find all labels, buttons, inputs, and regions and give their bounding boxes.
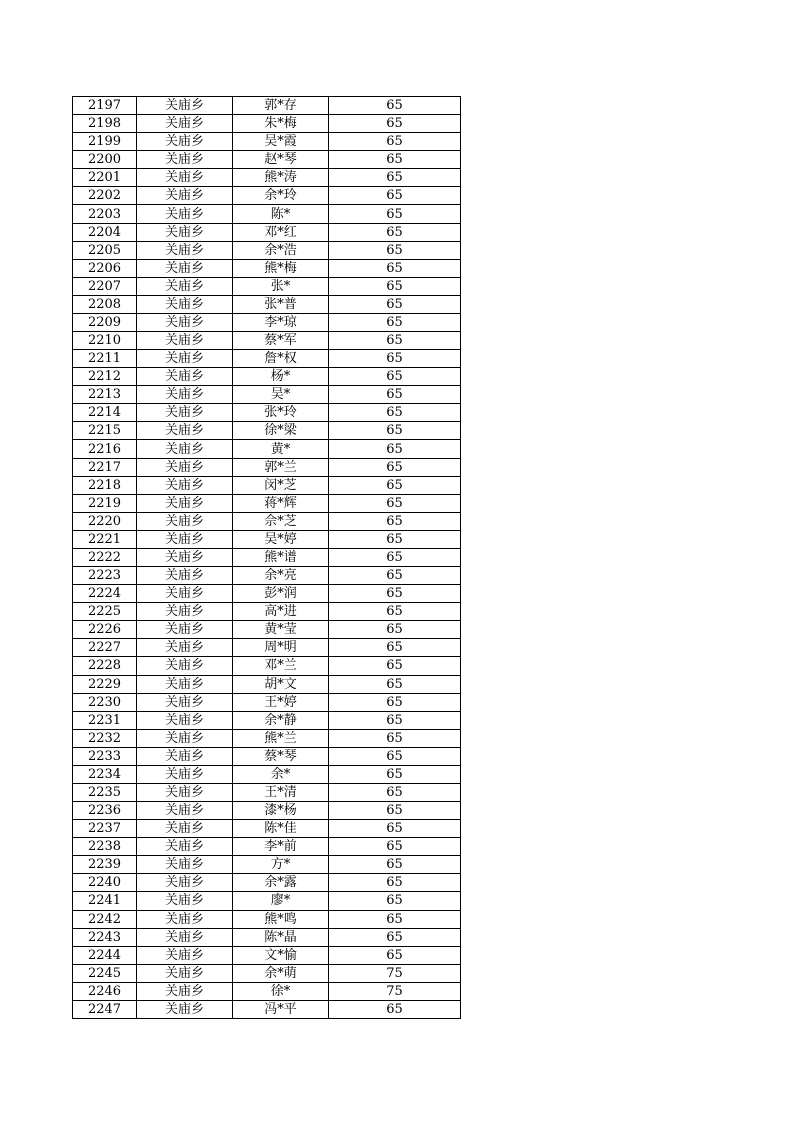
row-number-cell: 2216	[73, 440, 137, 458]
township-cell: 关庙乡	[137, 169, 233, 187]
township-cell: 关庙乡	[137, 1000, 233, 1018]
amount-cell: 65	[329, 711, 461, 729]
row-number-cell: 2211	[73, 350, 137, 368]
name-cell: 熊*谱	[233, 548, 329, 566]
name-cell: 郭*存	[233, 97, 329, 115]
name-cell: 彭*润	[233, 585, 329, 603]
table-row	[73, 585, 461, 603]
table-row	[73, 747, 461, 765]
amount-cell: 65	[329, 133, 461, 151]
row-number-cell: 2213	[73, 386, 137, 404]
row-number-cell: 2226	[73, 621, 137, 639]
township-cell: 关庙乡	[137, 892, 233, 910]
row-number-cell: 2242	[73, 910, 137, 928]
row-number-cell: 2246	[73, 982, 137, 1000]
amount-cell: 65	[329, 820, 461, 838]
township-cell: 关庙乡	[137, 223, 233, 241]
row-number-cell: 2212	[73, 368, 137, 386]
row-number-cell: 2219	[73, 494, 137, 512]
township-cell: 关庙乡	[137, 982, 233, 1000]
amount-cell: 65	[329, 1000, 461, 1018]
amount-cell: 65	[329, 404, 461, 422]
row-number-cell: 2197	[73, 97, 137, 115]
amount-cell: 65	[329, 295, 461, 313]
row-number-cell: 2222	[73, 548, 137, 566]
amount-cell: 65	[329, 512, 461, 530]
table-row	[73, 675, 461, 693]
row-number-cell: 2207	[73, 277, 137, 295]
amount-cell: 65	[329, 494, 461, 512]
name-cell: 廖*	[233, 892, 329, 910]
row-number-cell: 2241	[73, 892, 137, 910]
row-number-cell: 2204	[73, 223, 137, 241]
name-cell: 余*亮	[233, 567, 329, 585]
amount-cell: 65	[329, 259, 461, 277]
row-number-cell: 2203	[73, 205, 137, 223]
amount-cell: 65	[329, 368, 461, 386]
name-cell: 黄*莹	[233, 621, 329, 639]
name-cell: 郭*兰	[233, 458, 329, 476]
table-row	[73, 440, 461, 458]
amount-cell: 65	[329, 386, 461, 404]
row-number-cell: 2218	[73, 476, 137, 494]
amount-cell: 65	[329, 838, 461, 856]
amount-cell: 65	[329, 530, 461, 548]
name-cell: 吴*霞	[233, 133, 329, 151]
name-cell: 胡*文	[233, 675, 329, 693]
name-cell: 高*进	[233, 603, 329, 621]
row-number-cell: 2214	[73, 404, 137, 422]
table-row	[73, 404, 461, 422]
table-row	[73, 693, 461, 711]
name-cell: 熊*梅	[233, 259, 329, 277]
row-number-cell: 2234	[73, 765, 137, 783]
name-cell: 闵*芝	[233, 476, 329, 494]
amount-cell: 65	[329, 169, 461, 187]
row-number-cell: 2235	[73, 783, 137, 801]
table-row	[73, 603, 461, 621]
township-cell: 关庙乡	[137, 332, 233, 350]
row-number-cell: 2244	[73, 946, 137, 964]
amount-cell: 65	[329, 313, 461, 331]
amount-cell: 65	[329, 223, 461, 241]
township-cell: 关庙乡	[137, 422, 233, 440]
row-number-cell: 2229	[73, 675, 137, 693]
row-number-cell: 2206	[73, 259, 137, 277]
amount-cell: 65	[329, 567, 461, 585]
township-cell: 关庙乡	[137, 151, 233, 169]
table-row	[73, 368, 461, 386]
table-row	[73, 494, 461, 512]
name-cell: 蒋*辉	[233, 494, 329, 512]
table-row	[73, 910, 461, 928]
name-cell: 佘*芝	[233, 512, 329, 530]
row-number-cell: 2202	[73, 187, 137, 205]
row-number-cell: 2201	[73, 169, 137, 187]
name-cell: 杨*	[233, 368, 329, 386]
township-cell: 关庙乡	[137, 440, 233, 458]
table-row	[73, 115, 461, 133]
amount-cell: 65	[329, 675, 461, 693]
table-row	[73, 783, 461, 801]
name-cell: 赵*琴	[233, 151, 329, 169]
amount-cell: 65	[329, 205, 461, 223]
township-cell: 关庙乡	[137, 530, 233, 548]
name-cell: 陈*晶	[233, 928, 329, 946]
amount-cell: 65	[329, 693, 461, 711]
township-cell: 关庙乡	[137, 820, 233, 838]
table-row	[73, 802, 461, 820]
name-cell: 徐*梁	[233, 422, 329, 440]
name-cell: 吴*婷	[233, 530, 329, 548]
row-number-cell: 2232	[73, 729, 137, 747]
table-row	[73, 259, 461, 277]
table-row	[73, 476, 461, 494]
row-number-cell: 2210	[73, 332, 137, 350]
township-cell: 关庙乡	[137, 783, 233, 801]
name-cell: 李*前	[233, 838, 329, 856]
name-cell: 陈*佳	[233, 820, 329, 838]
township-cell: 关庙乡	[137, 838, 233, 856]
name-cell: 熊*兰	[233, 729, 329, 747]
table-row	[73, 295, 461, 313]
row-number-cell: 2208	[73, 295, 137, 313]
amount-cell: 65	[329, 874, 461, 892]
name-cell: 余*露	[233, 874, 329, 892]
amount-cell: 65	[329, 639, 461, 657]
table-row	[73, 313, 461, 331]
township-cell: 关庙乡	[137, 567, 233, 585]
township-cell: 关庙乡	[137, 747, 233, 765]
township-cell: 关庙乡	[137, 729, 233, 747]
row-number-cell: 2217	[73, 458, 137, 476]
name-cell: 文*愉	[233, 946, 329, 964]
township-cell: 关庙乡	[137, 910, 233, 928]
name-cell: 黄*	[233, 440, 329, 458]
table-row	[73, 982, 461, 1000]
row-number-cell: 2209	[73, 313, 137, 331]
row-number-cell: 2227	[73, 639, 137, 657]
amount-cell: 65	[329, 332, 461, 350]
name-cell: 徐*	[233, 982, 329, 1000]
amount-cell: 65	[329, 350, 461, 368]
name-cell: 冯*平	[233, 1000, 329, 1018]
table-row	[73, 187, 461, 205]
name-cell: 余*	[233, 765, 329, 783]
township-cell: 关庙乡	[137, 476, 233, 494]
table-row	[73, 386, 461, 404]
row-number-cell: 2245	[73, 964, 137, 982]
name-cell: 王*清	[233, 783, 329, 801]
row-number-cell: 2198	[73, 115, 137, 133]
table-row	[73, 332, 461, 350]
row-number-cell: 2231	[73, 711, 137, 729]
table-row	[73, 838, 461, 856]
name-cell: 余*静	[233, 711, 329, 729]
table-row	[73, 928, 461, 946]
township-cell: 关庙乡	[137, 368, 233, 386]
township-cell: 关庙乡	[137, 874, 233, 892]
township-cell: 关庙乡	[137, 404, 233, 422]
township-cell: 关庙乡	[137, 458, 233, 476]
amount-cell: 65	[329, 729, 461, 747]
amount-cell: 65	[329, 476, 461, 494]
township-cell: 关庙乡	[137, 494, 233, 512]
amount-cell: 65	[329, 603, 461, 621]
table-row	[73, 151, 461, 169]
table-body	[73, 97, 461, 1019]
amount-cell: 65	[329, 585, 461, 603]
name-cell: 周*明	[233, 639, 329, 657]
name-cell: 王*婷	[233, 693, 329, 711]
name-cell: 余*玲	[233, 187, 329, 205]
row-number-cell: 2236	[73, 802, 137, 820]
amount-cell: 65	[329, 422, 461, 440]
amount-cell: 65	[329, 783, 461, 801]
row-number-cell: 2220	[73, 512, 137, 530]
township-cell: 关庙乡	[137, 585, 233, 603]
township-cell: 关庙乡	[137, 946, 233, 964]
data-table	[72, 96, 461, 1019]
table-row	[73, 657, 461, 675]
table-row	[73, 241, 461, 259]
table-row	[73, 567, 461, 585]
row-number-cell: 2199	[73, 133, 137, 151]
name-cell: 邓*兰	[233, 657, 329, 675]
amount-cell: 65	[329, 946, 461, 964]
township-cell: 关庙乡	[137, 657, 233, 675]
name-cell: 詹*权	[233, 350, 329, 368]
table-row	[73, 223, 461, 241]
township-cell: 关庙乡	[137, 639, 233, 657]
township-cell: 关庙乡	[137, 964, 233, 982]
amount-cell: 65	[329, 928, 461, 946]
table-row	[73, 1000, 461, 1018]
table-row	[73, 964, 461, 982]
township-cell: 关庙乡	[137, 765, 233, 783]
township-cell: 关庙乡	[137, 277, 233, 295]
amount-cell: 65	[329, 621, 461, 639]
table-row	[73, 874, 461, 892]
township-cell: 关庙乡	[137, 386, 233, 404]
row-number-cell: 2240	[73, 874, 137, 892]
township-cell: 关庙乡	[137, 259, 233, 277]
township-cell: 关庙乡	[137, 241, 233, 259]
row-number-cell: 2221	[73, 530, 137, 548]
table-row	[73, 892, 461, 910]
amount-cell: 65	[329, 765, 461, 783]
table-row	[73, 639, 461, 657]
township-cell: 关庙乡	[137, 693, 233, 711]
name-cell: 漆*杨	[233, 802, 329, 820]
table-row	[73, 458, 461, 476]
township-cell: 关庙乡	[137, 802, 233, 820]
amount-cell: 65	[329, 115, 461, 133]
row-number-cell: 2247	[73, 1000, 137, 1018]
name-cell: 蔡*军	[233, 332, 329, 350]
name-cell: 朱*梅	[233, 115, 329, 133]
amount-cell: 65	[329, 802, 461, 820]
township-cell: 关庙乡	[137, 187, 233, 205]
spreadsheet-page	[72, 96, 461, 1019]
table-row	[73, 729, 461, 747]
table-row	[73, 205, 461, 223]
row-number-cell: 2225	[73, 603, 137, 621]
amount-cell: 65	[329, 440, 461, 458]
amount-cell: 65	[329, 856, 461, 874]
name-cell: 方*	[233, 856, 329, 874]
township-cell: 关庙乡	[137, 603, 233, 621]
row-number-cell: 2224	[73, 585, 137, 603]
name-cell: 余*萌	[233, 964, 329, 982]
table-row	[73, 350, 461, 368]
amount-cell: 65	[329, 892, 461, 910]
row-number-cell: 2223	[73, 567, 137, 585]
amount-cell: 75	[329, 964, 461, 982]
amount-cell: 65	[329, 910, 461, 928]
amount-cell: 65	[329, 187, 461, 205]
amount-cell: 65	[329, 548, 461, 566]
name-cell: 陈*	[233, 205, 329, 223]
amount-cell: 65	[329, 241, 461, 259]
township-cell: 关庙乡	[137, 115, 233, 133]
name-cell: 张*玲	[233, 404, 329, 422]
row-number-cell: 2238	[73, 838, 137, 856]
row-number-cell: 2200	[73, 151, 137, 169]
name-cell: 张*普	[233, 295, 329, 313]
township-cell: 关庙乡	[137, 548, 233, 566]
amount-cell: 65	[329, 458, 461, 476]
table-row	[73, 133, 461, 151]
row-number-cell: 2233	[73, 747, 137, 765]
table-row	[73, 512, 461, 530]
table-row	[73, 530, 461, 548]
township-cell: 关庙乡	[137, 97, 233, 115]
township-cell: 关庙乡	[137, 711, 233, 729]
township-cell: 关庙乡	[137, 928, 233, 946]
row-number-cell: 2230	[73, 693, 137, 711]
row-number-cell: 2239	[73, 856, 137, 874]
row-number-cell: 2205	[73, 241, 137, 259]
table-row	[73, 856, 461, 874]
row-number-cell: 2228	[73, 657, 137, 675]
name-cell: 吴*	[233, 386, 329, 404]
amount-cell: 65	[329, 657, 461, 675]
amount-cell: 65	[329, 151, 461, 169]
township-cell: 关庙乡	[137, 512, 233, 530]
name-cell: 熊*涛	[233, 169, 329, 187]
table-row	[73, 169, 461, 187]
row-number-cell: 2215	[73, 422, 137, 440]
township-cell: 关庙乡	[137, 295, 233, 313]
township-cell: 关庙乡	[137, 313, 233, 331]
township-cell: 关庙乡	[137, 133, 233, 151]
table-row	[73, 621, 461, 639]
amount-cell: 65	[329, 97, 461, 115]
amount-cell: 65	[329, 747, 461, 765]
township-cell: 关庙乡	[137, 621, 233, 639]
township-cell: 关庙乡	[137, 350, 233, 368]
amount-cell: 65	[329, 277, 461, 295]
table-row	[73, 820, 461, 838]
row-number-cell: 2237	[73, 820, 137, 838]
township-cell: 关庙乡	[137, 205, 233, 223]
table-row	[73, 422, 461, 440]
table-row	[73, 765, 461, 783]
table-row	[73, 711, 461, 729]
amount-cell: 75	[329, 982, 461, 1000]
table-row	[73, 277, 461, 295]
township-cell: 关庙乡	[137, 856, 233, 874]
row-number-cell: 2243	[73, 928, 137, 946]
township-cell: 关庙乡	[137, 675, 233, 693]
table-row	[73, 548, 461, 566]
table-row	[73, 946, 461, 964]
table-row	[73, 97, 461, 115]
name-cell: 蔡*琴	[233, 747, 329, 765]
name-cell: 熊*鸣	[233, 910, 329, 928]
name-cell: 邓*红	[233, 223, 329, 241]
name-cell: 李*琼	[233, 313, 329, 331]
name-cell: 张*	[233, 277, 329, 295]
name-cell: 余*浩	[233, 241, 329, 259]
